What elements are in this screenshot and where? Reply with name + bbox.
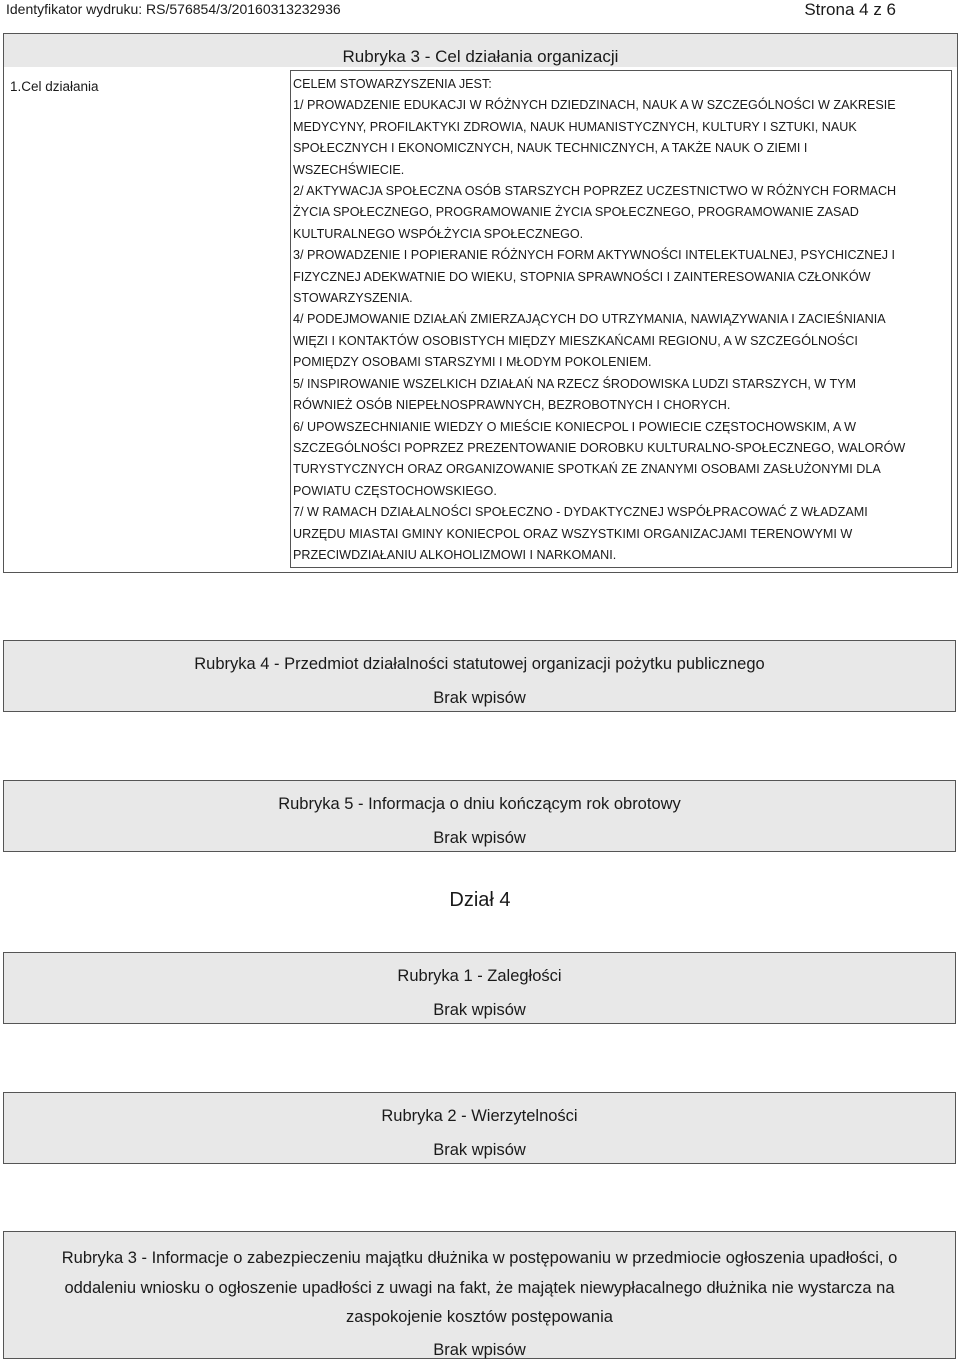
dzial-4-rubryka-3-box: [3, 1231, 956, 1359]
rubryka-4-title: Rubryka 4 - Przedmiot działalności statutowej organizacji pożytku publicznego: [194, 655, 765, 673]
dzial-4-rubryka-2-empty: Brak wpisów: [433, 1141, 526, 1159]
rubryka-4-empty: Brak wpisów: [433, 689, 526, 707]
dzial-4-rubryka-2-box: [3, 1092, 956, 1164]
dzial-4-rubryka-2-title: Rubryka 2 - Wierzytelności: [381, 1107, 578, 1125]
text-line: URZĘDU MIASTAI GMINY KONIECPOL ORAZ WSZYSTKIMI ORGANIZACJAMI TERENOWYMI W: [293, 526, 853, 541]
rubryka-3-cel-body: [3, 67, 958, 573]
text-line: 3/ PROWADZENIE I POPIERANIE RÓŻNYCH FORM AKTYWNOŚCI INTELEKTUALNEJ, PSYCHICZNEJ I: [293, 248, 896, 263]
dzial-4-rubryka-3-title-line: zaspokojenie kosztów postępowania: [346, 1308, 613, 1326]
text-line: WSZECHŚWIECIE.: [293, 162, 405, 177]
rubryka-5-title: Rubryka 5 - Informacja o dniu kończącym rok obrotowy: [278, 795, 681, 813]
dzial-4-rubryka-3-title-line: Rubryka 3 - Informacje o zabezpieczeniu majątku dłużnika w postępowaniu w przedmiocie ogłoszenia upadłości, o: [61, 1249, 898, 1267]
text-line: 5/ INSPIROWANIE WSZELKICH DZIAŁAŃ NA RZECZ ŚRODOWISKA LUDZI STARSZYCH, W TYM: [293, 376, 857, 391]
text-line: ŻYCIA SPOŁECZNEGO, PROGRAMOWANIE ŻYCIA SPOŁECZNEGO, PROGRAMOWANIE ZASAD: [293, 205, 859, 220]
text-line: CELEM STOWARZYSZENIA JEST:: [293, 77, 492, 91]
text-line: 4/ PODEJMOWANIE DZIAŁAŃ ZMIERZAJĄCYCH DO UTRZYMANIA, NAWIĄZYWANIA I ZACIEŚNIANIA: [293, 312, 886, 327]
text-line: FIZYCZNEJ ADEKWATNIE DO WIEKU, STOPNIA SPRAWNOŚCI I ZAINTERESOWANIA CZŁONKÓW: [293, 269, 871, 284]
text-line: 6/ UPOWSZECHNIANIE WIEDZY O MIEŚCIE KONIECPOL I POWIECIE CZĘSTOCHOWSKIM, A W: [293, 419, 857, 434]
text-line: MEDYCYNY, PROFILAKTYKI ZDROWIA, NAUK HUMANISTYCZNYCH, KULTURY I SZTUKI, NAUK: [293, 119, 857, 134]
dzial-4-rubryka-3-title-line: oddaleniu wniosku o ogłoszenie upadłości z uwagi na fakt, że majątek niewypłacalnego dłużnika nie wystarcza na: [64, 1278, 895, 1297]
dzial-4-rubryka-3-empty: Brak wpisów: [433, 1340, 526, 1359]
text-line: KULTURALNEGO WSPÓŁŻYCIA SPOŁECZNEGO.: [293, 226, 584, 241]
cel-dzialania-label: 1.Cel działania: [10, 79, 99, 94]
cel-dzialania-text: [290, 70, 952, 568]
text-line: 7/ W RAMACH DZIAŁALNOŚCI SPOŁECZNO - DYDAKTYCZNEJ WSPÓŁPRACOWAĆ Z WŁADZAMI: [293, 505, 868, 520]
dzial-4-rubryka-1-empty: Brak wpisów: [433, 1001, 526, 1019]
text-line: RÓWNIEŻ OSÓB NIEPEŁNOSPRAWNYCH, BEZROBOTNYCH I CHORYCH.: [293, 398, 731, 413]
text-line: 1/ PROWADZENIE EDUKACJI W RÓŻNYCH DZIEDZINACH, NAUK A W SZCZEGÓLNOŚCI W ZAKRESIE: [293, 98, 896, 113]
text-line: 2/ AKTYWACJA SPOŁECZNA OSÓB STARSZYCH POPRZEZ UCZESTNICTWO W RÓŻNYCH FORMACH: [293, 184, 897, 199]
dzial-4-heading: Dział 4: [449, 889, 511, 911]
text-line: POMIĘDZY OSOBAMI STARSZYMI I MŁODYM POKOLENIEM.: [293, 355, 652, 370]
rubryka-3-cel-header: Rubryka 3 - Cel działania organizacji: [3, 33, 958, 68]
dzial-4-rubryka-1-title: Rubryka 1 - Zaległości: [397, 967, 562, 985]
text-line: SZCZEGÓLNOŚCI POPRZEZ PREZENTOWANIE DOROBKU KULTURALNO-SPOŁECZNEGO, WALORÓW: [293, 440, 906, 455]
page-number: Strona 4 z 6: [804, 0, 896, 19]
text-line: PRZECIWDZIAŁANIU ALKOHOLIZMOWI I NARKOMANI.: [293, 547, 617, 562]
text-line: POWIATU CZĘSTOCHOWSKIEGO.: [293, 483, 497, 498]
text-line: WIĘZI I KONTAKTÓW OSOBISTYCH MIĘDZY MIESZKAŃCAMI REGIONU, A W SZCZEGÓLNOŚCI: [293, 333, 858, 348]
rubryka-4-box: [3, 640, 956, 712]
print-identifier: Identyfikator wydruku: RS/576854/3/20160313232936: [6, 1, 341, 17]
text-line: STOWARZYSZENIA.: [293, 291, 413, 306]
rubryka-5-empty: Brak wpisów: [433, 829, 526, 847]
text-line: TURYSTYCZNYCH ORAZ ORGANIZOWANIE SPOTKAŃ ZE ZNANYMI OSOBAMI ZASŁUŻONYMI DLA: [293, 462, 881, 477]
text-line: SPOŁECZNYCH I EKONOMICZNYCH, NAUK TECHNICZNYCH, A TAKŻE NAUK O ZIEMI I: [293, 141, 808, 156]
rubryka-5-box: [3, 780, 956, 852]
dzial-4-rubryka-1-box: [3, 952, 956, 1024]
